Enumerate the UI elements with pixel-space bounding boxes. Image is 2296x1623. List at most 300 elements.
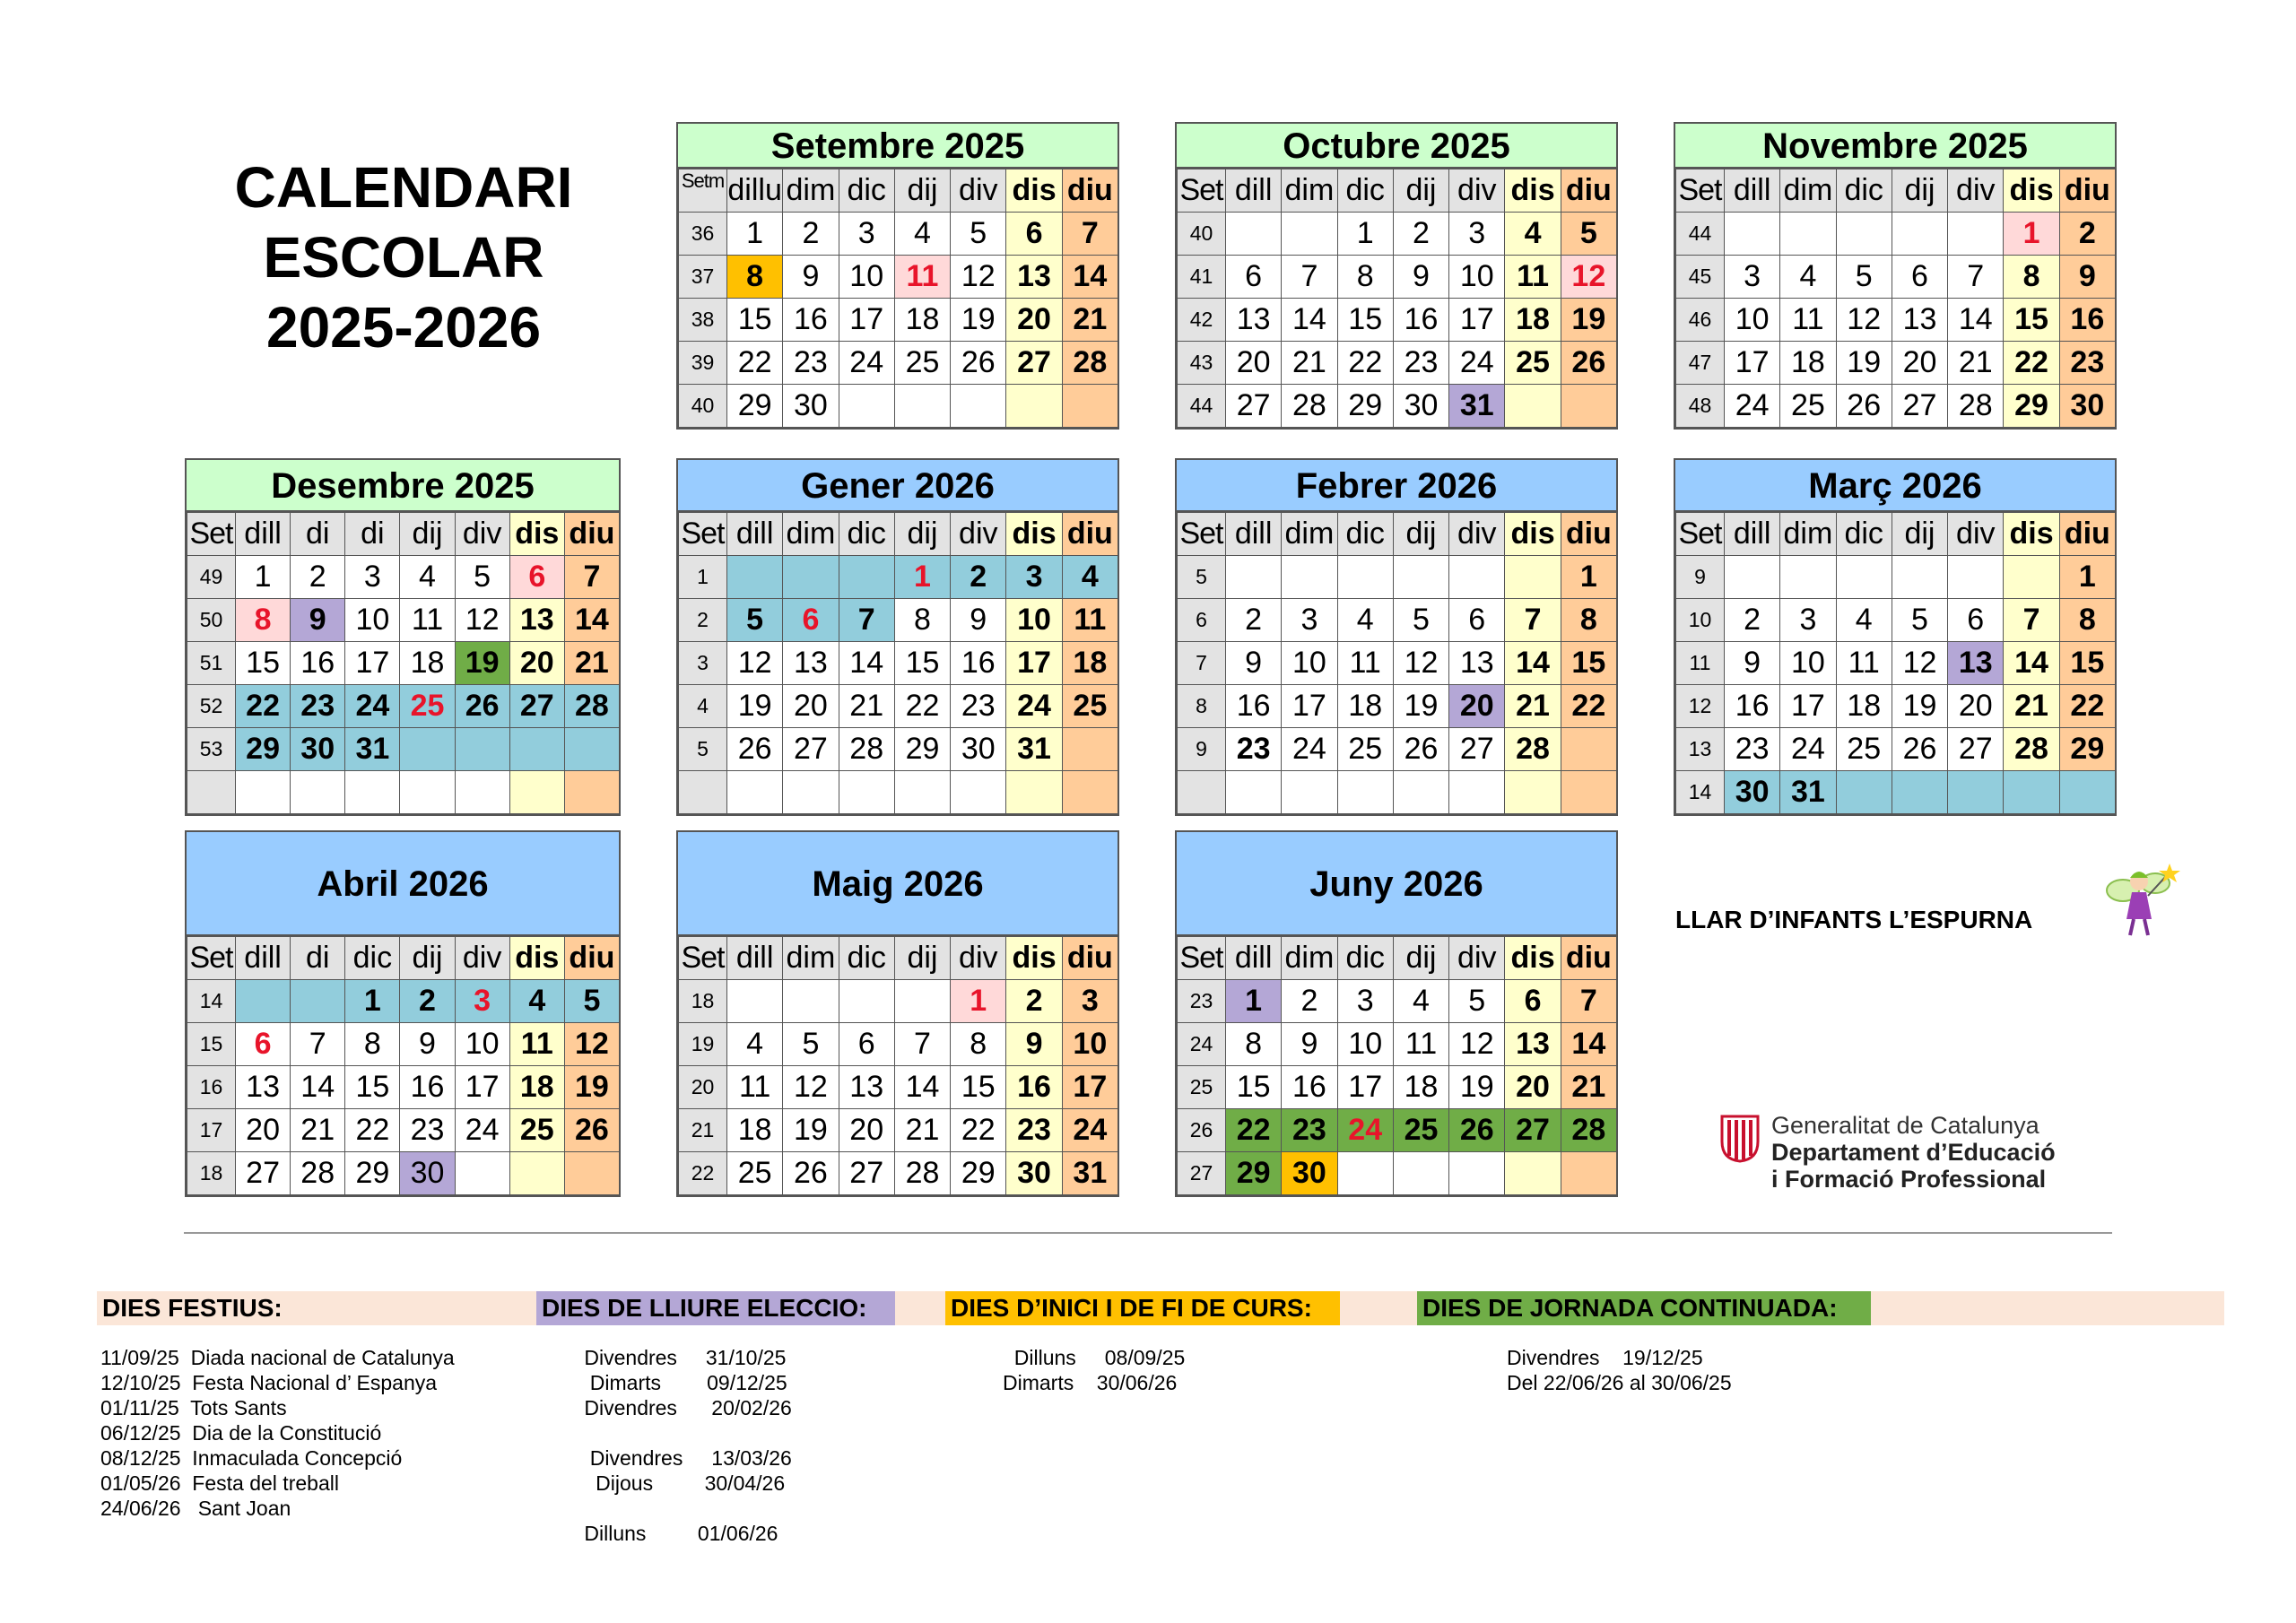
day-cell — [1780, 213, 1836, 256]
day-cell: 11 — [400, 599, 455, 642]
day-cell: 28 — [839, 728, 894, 771]
day-cell: 28 — [1062, 342, 1118, 385]
day-cell: 30 — [2059, 385, 2115, 428]
day-cell: 6 — [1892, 256, 1947, 299]
week-row — [1676, 599, 2116, 642]
week-row — [1178, 980, 1617, 1023]
day-cell: 28 — [894, 1152, 950, 1195]
weekday-header: dis — [509, 937, 564, 980]
weekday-header: dill — [236, 513, 291, 556]
weekday-header: div — [1948, 169, 2004, 213]
month-title: Juny 2026 — [1177, 832, 1616, 936]
title-line-3: 2025-2026 — [265, 295, 542, 360]
list-item: 24/06/26 Sant Joan — [100, 1497, 291, 1520]
day-cell: 9 — [783, 256, 839, 299]
day-cell: 20 — [509, 642, 564, 685]
day-cell: 15 — [236, 642, 291, 685]
week-row — [187, 1109, 620, 1152]
day-cell: 20 — [783, 685, 839, 728]
week-row — [1676, 213, 2116, 256]
day-cell: 22 — [2004, 342, 2059, 385]
day-cell — [236, 771, 291, 814]
day-cell: 30 — [400, 1152, 455, 1195]
weekday-header: div — [1449, 513, 1505, 556]
day-cell — [894, 385, 950, 428]
day-cell: 23 — [1725, 728, 1780, 771]
day-cell: 2 — [783, 213, 839, 256]
week-number: 36 — [679, 213, 727, 256]
weekday-header: dic — [345, 937, 400, 980]
week-number: 6 — [1178, 599, 1226, 642]
week-number: 40 — [1178, 213, 1226, 256]
day-cell: 12 — [455, 599, 509, 642]
day-cell: 10 — [1282, 642, 1337, 685]
week-row — [1676, 385, 2116, 428]
day-cell: 18 — [400, 642, 455, 685]
weekday-header: dill — [1226, 937, 1282, 980]
day-cell: 11 — [509, 1023, 564, 1066]
weekday-header: dij — [1892, 169, 1947, 213]
day-cell: 14 — [291, 1066, 345, 1109]
month-table — [1177, 936, 1617, 1195]
day-cell: 30 — [1393, 385, 1448, 428]
day-cell: 4 — [1337, 599, 1393, 642]
month-title: Desembre 2025 — [187, 460, 619, 512]
weekday-header: dill — [1725, 513, 1780, 556]
weekday-header: dis — [1505, 937, 1561, 980]
weekday-header: dill — [727, 513, 783, 556]
week-number: 4 — [679, 685, 727, 728]
day-cell: 23 — [1393, 342, 1448, 385]
week-row — [187, 1023, 620, 1066]
day-cell — [564, 1152, 619, 1195]
day-cell: 20 — [1505, 1066, 1561, 1109]
day-cell: 2 — [1393, 213, 1448, 256]
week-number: 3 — [679, 642, 727, 685]
day-cell: 29 — [2059, 728, 2115, 771]
day-cell: 19 — [1393, 685, 1448, 728]
week-number: 12 — [1676, 685, 1725, 728]
day-cell: 30 — [951, 728, 1006, 771]
week-number: 43 — [1178, 342, 1226, 385]
day-cell — [1393, 556, 1448, 599]
calendar-title — [170, 152, 637, 362]
day-cell: 22 — [727, 342, 783, 385]
weekday-header: diu — [1561, 169, 1616, 213]
weekday-header: diu — [1062, 513, 1118, 556]
weekday-header: dis — [1505, 169, 1561, 213]
day-cell — [291, 980, 345, 1023]
day-cell — [564, 728, 619, 771]
day-cell: 13 — [839, 1066, 894, 1109]
day-cell — [1561, 1152, 1616, 1195]
day-cell: 19 — [1892, 685, 1947, 728]
weekday-header: dis — [1006, 937, 1062, 980]
day-cell: 8 — [727, 256, 783, 299]
day-cell: 23 — [291, 685, 345, 728]
day-cell: 20 — [1006, 299, 1062, 342]
month-title: Gener 2026 — [678, 460, 1118, 512]
weekday-header: dic — [1337, 937, 1393, 980]
day-cell: 11 — [1780, 299, 1836, 342]
list-item: 06/12/25 Dia de la Constitució — [100, 1421, 382, 1445]
list-item: 11/09/25 Diada nacional de Catalunya — [100, 1346, 455, 1369]
day-cell: 23 — [951, 685, 1006, 728]
week-row — [679, 1023, 1118, 1066]
weekday-header: Set — [1178, 513, 1226, 556]
day-cell: 1 — [2059, 556, 2115, 599]
weekday-header: dic — [839, 169, 894, 213]
day-cell: 3 — [345, 556, 400, 599]
week-number: 45 — [1676, 256, 1725, 299]
weekday-header: dij — [1892, 513, 1947, 556]
day-cell: 5 — [1393, 599, 1448, 642]
day-cell: 11 — [1505, 256, 1561, 299]
day-cell: 25 — [894, 342, 950, 385]
day-cell: 14 — [2004, 642, 2059, 685]
jornada-list — [1507, 1345, 1732, 1395]
day-cell: 26 — [455, 685, 509, 728]
week-row — [1178, 342, 1617, 385]
day-cell: 3 — [1006, 556, 1062, 599]
day-cell: 17 — [1449, 299, 1505, 342]
day-cell: 18 — [509, 1066, 564, 1109]
day-cell — [1505, 385, 1561, 428]
day-cell: 10 — [345, 599, 400, 642]
day-cell — [2004, 556, 2059, 599]
week-row — [1178, 299, 1617, 342]
day-cell: 9 — [1282, 1023, 1337, 1066]
month-table — [678, 936, 1118, 1195]
day-cell: 13 — [509, 599, 564, 642]
day-cell: 26 — [1892, 728, 1947, 771]
day-cell: 20 — [1948, 685, 2004, 728]
day-cell: 9 — [1725, 642, 1780, 685]
day-cell — [1006, 771, 1062, 814]
day-cell: 5 — [727, 599, 783, 642]
list-item: Divendres 20/02/26 — [578, 1396, 792, 1419]
weekday-header: dij — [1393, 169, 1448, 213]
day-cell: 28 — [1948, 385, 2004, 428]
week-row — [679, 556, 1118, 599]
day-cell — [1561, 385, 1616, 428]
month-6 — [1674, 458, 2117, 816]
week-row — [1178, 771, 1617, 814]
list-item: 12/10/25 Festa Nacional d’ Espanya — [100, 1371, 438, 1394]
day-cell: 8 — [345, 1023, 400, 1066]
week-number: 38 — [679, 299, 727, 342]
week-number: 8 — [1178, 685, 1226, 728]
day-cell: 17 — [1725, 342, 1780, 385]
week-row — [1676, 771, 2116, 814]
week-row — [679, 771, 1118, 814]
day-cell — [509, 728, 564, 771]
week-row — [187, 556, 620, 599]
day-cell: 15 — [727, 299, 783, 342]
week-number: 49 — [187, 556, 236, 599]
weekday-header: dis — [2004, 169, 2059, 213]
day-cell: 4 — [1062, 556, 1118, 599]
day-cell: 23 — [1006, 1109, 1062, 1152]
day-cell: 16 — [1393, 299, 1448, 342]
week-number: 7 — [1178, 642, 1226, 685]
day-cell: 2 — [1226, 599, 1282, 642]
day-cell: 12 — [1561, 256, 1616, 299]
month-table — [1177, 512, 1617, 814]
day-cell: 16 — [951, 642, 1006, 685]
day-cell: 16 — [783, 299, 839, 342]
weekday-header: dim — [1780, 169, 1836, 213]
month-table — [1177, 169, 1617, 428]
month-table — [678, 169, 1118, 428]
day-cell: 16 — [1226, 685, 1282, 728]
day-cell: 29 — [236, 728, 291, 771]
day-cell: 21 — [564, 642, 619, 685]
day-cell — [291, 771, 345, 814]
day-cell: 11 — [1393, 1023, 1448, 1066]
weekday-header: di — [291, 937, 345, 980]
day-cell: 3 — [1282, 599, 1337, 642]
day-cell: 12 — [1393, 642, 1448, 685]
day-cell: 19 — [1449, 1066, 1505, 1109]
day-cell: 11 — [894, 256, 950, 299]
day-cell: 5 — [1449, 980, 1505, 1023]
week-number — [187, 771, 236, 814]
day-cell: 7 — [2004, 599, 2059, 642]
day-cell: 23 — [783, 342, 839, 385]
day-cell: 29 — [1226, 1152, 1282, 1195]
day-cell: 29 — [951, 1152, 1006, 1195]
week-number: 27 — [1178, 1152, 1226, 1195]
day-cell: 18 — [1780, 342, 1836, 385]
day-cell: 25 — [400, 685, 455, 728]
weekday-header: Set — [1178, 169, 1226, 213]
week-row — [679, 980, 1118, 1023]
day-cell: 27 — [1006, 342, 1062, 385]
day-cell: 18 — [727, 1109, 783, 1152]
weekday-header: dic — [1337, 169, 1393, 213]
day-cell — [1062, 385, 1118, 428]
weekday-header: div — [951, 513, 1006, 556]
weekday-header: dis — [1006, 169, 1062, 213]
week-row — [679, 1066, 1118, 1109]
day-cell — [1836, 556, 1892, 599]
week-number: 37 — [679, 256, 727, 299]
day-cell: 29 — [345, 1152, 400, 1195]
week-number: 51 — [187, 642, 236, 685]
day-cell: 7 — [1505, 599, 1561, 642]
list-item: Del 22/06/26 al 30/06/25 — [1507, 1371, 1732, 1394]
day-cell: 10 — [839, 256, 894, 299]
weekday-header: dic — [1337, 513, 1393, 556]
list-item: Divendres 19/12/25 — [1507, 1346, 1703, 1369]
day-cell — [2059, 771, 2115, 814]
day-cell: 12 — [951, 256, 1006, 299]
week-number: 47 — [1676, 342, 1725, 385]
weekday-header: Set — [679, 513, 727, 556]
day-cell — [1892, 213, 1947, 256]
week-row — [1676, 256, 2116, 299]
day-cell: 1 — [894, 556, 950, 599]
day-cell: 9 — [2059, 256, 2115, 299]
day-cell: 14 — [894, 1066, 950, 1109]
week-row — [679, 642, 1118, 685]
day-cell: 14 — [1282, 299, 1337, 342]
day-cell: 13 — [1226, 299, 1282, 342]
day-cell: 16 — [1006, 1066, 1062, 1109]
week-row — [1178, 1023, 1617, 1066]
day-cell: 30 — [1006, 1152, 1062, 1195]
week-row — [1676, 299, 2116, 342]
week-number: 17 — [187, 1109, 236, 1152]
week-number: 41 — [1178, 256, 1226, 299]
week-number: 14 — [187, 980, 236, 1023]
week-row — [679, 685, 1118, 728]
day-cell: 24 — [1282, 728, 1337, 771]
day-cell: 15 — [2059, 642, 2115, 685]
weekday-header: Set — [187, 513, 236, 556]
day-cell: 8 — [894, 599, 950, 642]
day-cell — [564, 771, 619, 814]
weekday-header: dim — [1282, 169, 1337, 213]
day-cell: 19 — [783, 1109, 839, 1152]
day-cell: 31 — [1062, 1152, 1118, 1195]
day-cell: 22 — [2059, 685, 2115, 728]
day-cell — [727, 771, 783, 814]
week-number: 44 — [1178, 385, 1226, 428]
day-cell: 19 — [455, 642, 509, 685]
week-row — [1676, 342, 2116, 385]
day-cell — [1892, 556, 1947, 599]
day-cell: 16 — [291, 642, 345, 685]
day-cell: 5 — [455, 556, 509, 599]
week-row — [679, 599, 1118, 642]
weekday-header: dic — [839, 513, 894, 556]
month-table — [187, 936, 620, 1195]
week-row — [679, 256, 1118, 299]
weekday-header: dis — [2004, 513, 2059, 556]
day-cell: 24 — [1337, 1109, 1393, 1152]
weekday-header: di — [345, 513, 400, 556]
week-row — [1676, 642, 2116, 685]
day-cell — [727, 556, 783, 599]
day-cell: 6 — [1948, 599, 2004, 642]
day-cell: 14 — [564, 599, 619, 642]
day-cell: 13 — [1449, 642, 1505, 685]
week-number: 15 — [187, 1023, 236, 1066]
day-cell: 6 — [839, 1023, 894, 1066]
day-cell — [951, 771, 1006, 814]
weekday-header: diu — [1062, 169, 1118, 213]
week-number: 11 — [1676, 642, 1725, 685]
month-title: Setembre 2025 — [678, 124, 1118, 169]
day-cell: 19 — [1836, 342, 1892, 385]
day-cell: 22 — [345, 1109, 400, 1152]
weekday-header: dic — [839, 937, 894, 980]
day-cell: 21 — [839, 685, 894, 728]
day-cell: 2 — [951, 556, 1006, 599]
day-cell: 17 — [345, 642, 400, 685]
day-cell: 26 — [951, 342, 1006, 385]
day-cell — [1505, 1152, 1561, 1195]
month-8 — [676, 830, 1119, 1197]
day-cell: 9 — [291, 599, 345, 642]
day-cell: 25 — [727, 1152, 783, 1195]
generalitat-logo-icon — [1720, 1115, 1760, 1163]
day-cell: 21 — [1505, 685, 1561, 728]
month-1 — [1175, 122, 1618, 430]
day-cell: 8 — [2004, 256, 2059, 299]
week-row — [1178, 213, 1617, 256]
day-cell: 18 — [1062, 642, 1118, 685]
day-cell — [1282, 213, 1337, 256]
day-cell: 18 — [1337, 685, 1393, 728]
day-cell: 4 — [509, 980, 564, 1023]
day-cell: 12 — [564, 1023, 619, 1066]
day-cell: 16 — [400, 1066, 455, 1109]
day-cell: 23 — [1282, 1109, 1337, 1152]
day-cell: 1 — [1337, 213, 1393, 256]
day-cell: 11 — [1337, 642, 1393, 685]
logo-line-1: Generalitat de Catalunya — [1771, 1112, 2039, 1139]
day-cell: 21 — [2004, 685, 2059, 728]
day-cell: 6 — [1226, 256, 1282, 299]
day-cell: 6 — [236, 1023, 291, 1066]
day-cell — [1892, 771, 1947, 814]
day-cell: 5 — [951, 213, 1006, 256]
day-cell: 27 — [1892, 385, 1947, 428]
divider — [184, 1232, 2112, 1234]
week-row — [679, 728, 1118, 771]
week-row — [679, 1109, 1118, 1152]
list-item: Dimarts 30/06/26 — [1003, 1371, 1178, 1394]
day-cell: 3 — [1062, 980, 1118, 1023]
list-item: Dimarts 09/12/25 — [578, 1371, 787, 1394]
day-cell — [1505, 556, 1561, 599]
day-cell: 19 — [727, 685, 783, 728]
day-cell — [1006, 385, 1062, 428]
weekday-header: dij — [894, 169, 950, 213]
day-cell: 25 — [1505, 342, 1561, 385]
day-cell: 4 — [1780, 256, 1836, 299]
day-cell: 4 — [1393, 980, 1448, 1023]
weekday-header: div — [455, 513, 509, 556]
day-cell: 26 — [1561, 342, 1616, 385]
day-cell: 21 — [291, 1109, 345, 1152]
school-name: LLAR D’INFANTS L’ESPURNA — [1675, 906, 2033, 933]
day-cell: 24 — [839, 342, 894, 385]
day-cell: 27 — [236, 1152, 291, 1195]
day-cell: 2 — [1006, 980, 1062, 1023]
week-row — [187, 771, 620, 814]
day-cell: 30 — [291, 728, 345, 771]
day-cell — [839, 556, 894, 599]
day-cell: 6 — [1006, 213, 1062, 256]
weekday-header: dij — [894, 513, 950, 556]
week-number: 53 — [187, 728, 236, 771]
day-cell — [400, 771, 455, 814]
day-cell — [345, 771, 400, 814]
day-cell: 15 — [1337, 299, 1393, 342]
day-cell: 1 — [345, 980, 400, 1023]
day-cell: 23 — [1226, 728, 1282, 771]
day-cell: 10 — [1337, 1023, 1393, 1066]
weekday-header: dill — [1226, 169, 1282, 213]
day-cell — [1337, 556, 1393, 599]
list-item: Dijous 30/04/26 — [578, 1471, 786, 1495]
day-cell: 30 — [1282, 1152, 1337, 1195]
day-cell: 18 — [1836, 685, 1892, 728]
